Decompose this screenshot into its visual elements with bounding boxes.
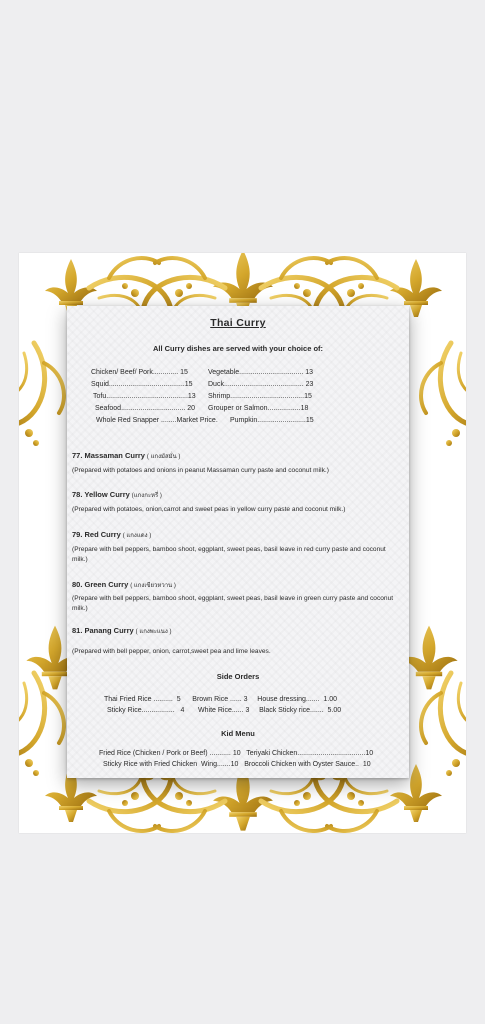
protein-item: Whole Red Snapper ........Market Price.	[96, 417, 218, 424]
curry-item	[72, 451, 180, 462]
curry-description: (Prepared with potatoes and onions in peanut Massaman curry paste and coconut milk.)	[72, 467, 329, 474]
protein-item: Duck......................................... 23	[208, 381, 314, 388]
curry-thai-name: ( แกงเขียวหวาน )	[130, 583, 176, 589]
menu-subtitle: All Curry dishes are served with your choice of:	[152, 344, 324, 353]
curry-item	[72, 580, 176, 591]
protein-list-left	[91, 368, 218, 425]
protein-item: Chicken/ Beef/ Pork............. 15	[91, 369, 188, 376]
curry-name: 79. Red Curry	[72, 530, 121, 539]
page-title: Thai Curry	[210, 317, 266, 329]
curry-name: 81. Panang Curry	[72, 626, 134, 635]
curry-name: 80. Green Curry	[72, 580, 129, 589]
curry-description: (Prepare with bell peppers, bamboo shoot, eggplant, sweet peas, basil leave in red curry paste and coconut milk.)	[72, 546, 386, 563]
kid-menu-heading: Kid Menu	[221, 729, 255, 738]
curry-description: (Prepared with bell pepper, onion, carrot,sweet pea and lime leaves.	[72, 648, 271, 655]
menu-photo	[19, 253, 466, 833]
kid-menu-row: Sticky Rice with Fried Chicken Wing.......10 Broccoli Chicken with Oyster Sauce.. 10	[103, 761, 371, 768]
curry-item	[72, 530, 151, 541]
curry-thai-name: ( แกงแดง )	[122, 533, 152, 539]
protein-item: Tofu..........................................13	[93, 393, 196, 400]
curry-description: (Prepare with bell peppers, bamboo shoot, eggplant, sweet peas, basil leave in green curry paste and coconut milk.)	[72, 595, 394, 612]
side-orders-heading: Side Orders	[216, 672, 260, 681]
protein-item: Squid.......................................15	[91, 381, 193, 388]
protein-item: Grouper or Salmon.................18	[208, 405, 309, 412]
menu-card	[67, 306, 409, 778]
protein-item: Vegetable................................. 13	[208, 369, 314, 376]
curry-description: (Prepared with potatoes, onion,carrot and sweet peas in yellow curry paste and coconut milk.)	[72, 506, 346, 513]
curry-thai-name: ( แกงพะแนง )	[135, 629, 172, 635]
protein-item: Pumpkin.........................15	[230, 417, 314, 424]
curry-thai-name: (แกงกะหรี่ )	[131, 493, 162, 499]
curry-item	[72, 626, 172, 637]
side-orders-row: Thai Fried Rice .......... 5 Brown Rice ...... 3 House dressing....... 1.00	[104, 696, 338, 703]
protein-item: Shrimp......................................15	[208, 393, 312, 400]
curry-item	[72, 490, 162, 501]
curry-name: 77. Massaman Curry	[72, 451, 145, 460]
kid-menu-row: Fried Rice (Chicken / Pork or Beef) ........... 10 Teriyaki Chicken...................................10	[99, 750, 374, 757]
curry-thai-name: ( แกงมัสมั่น )	[146, 454, 181, 460]
protein-item: Seafood................................. 20	[95, 405, 195, 412]
curry-name: 78. Yellow Curry	[72, 490, 130, 499]
protein-list-right	[208, 368, 314, 425]
side-orders-row: Sticky Rice................. 4 White Rice...... 3 Black Sticky rice....... 5.00	[107, 707, 342, 714]
